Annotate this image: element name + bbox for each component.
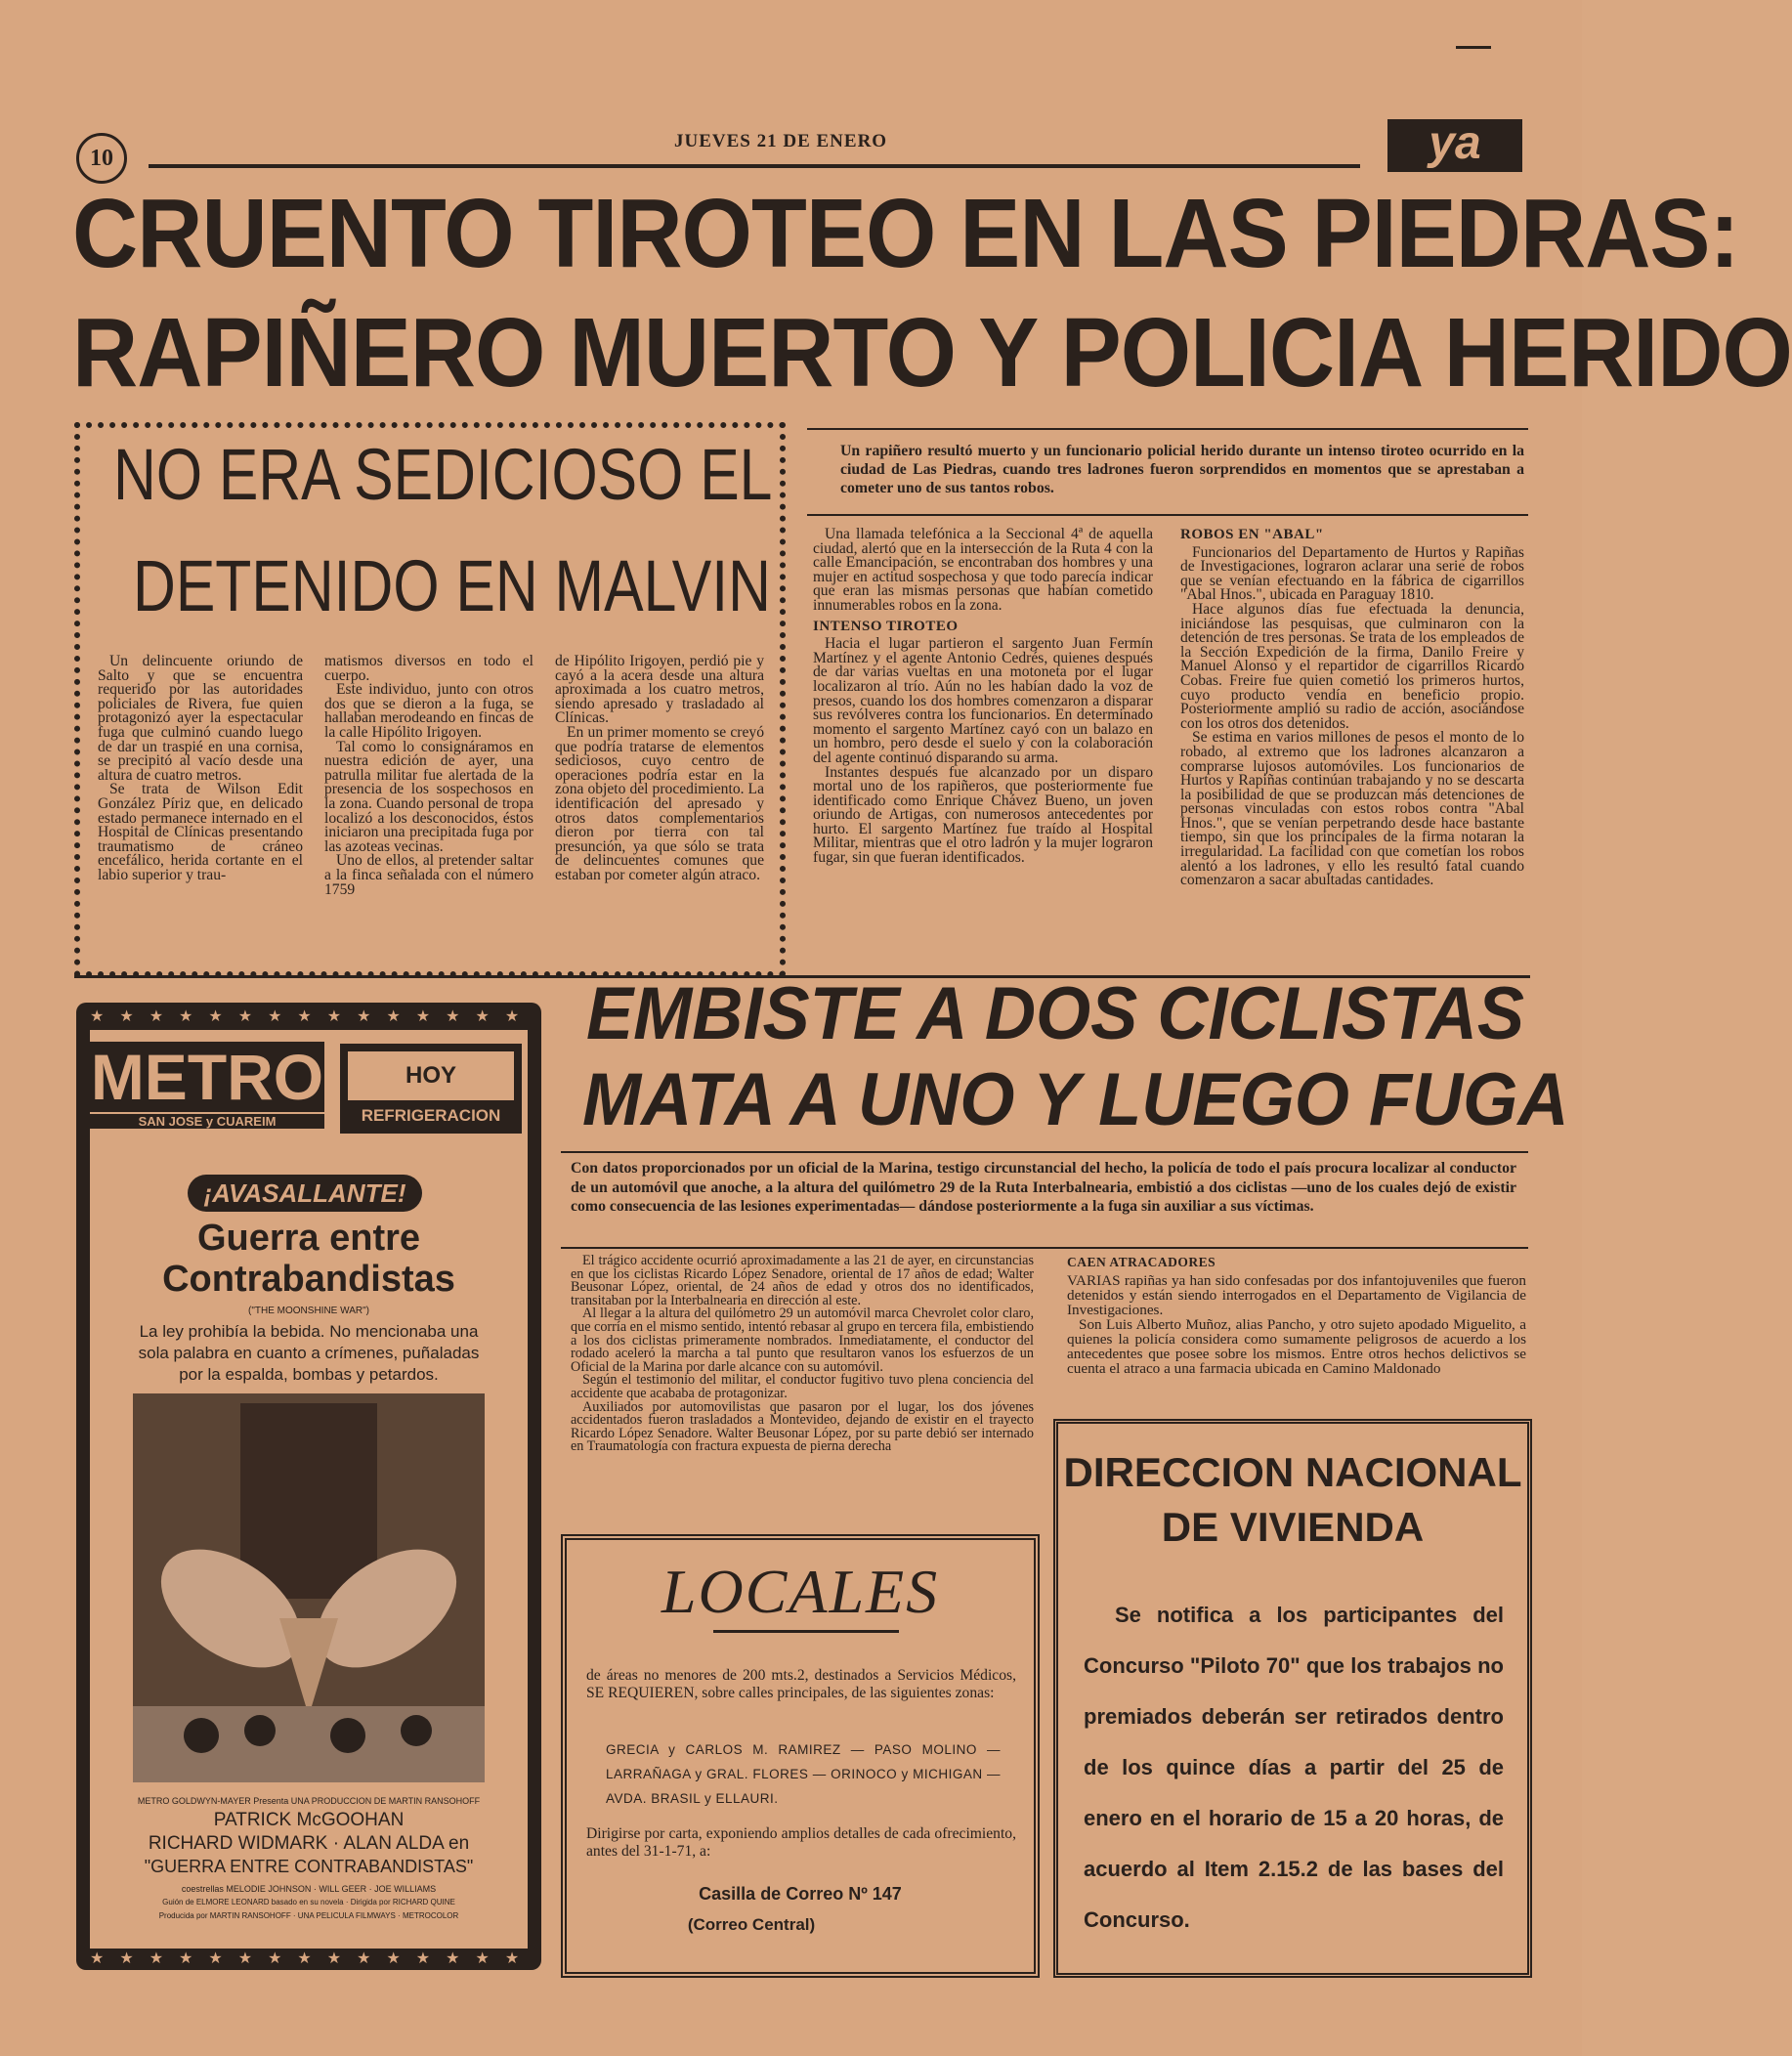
metro-logo: METRO <box>90 1041 324 1113</box>
page-number: 10 <box>90 146 113 171</box>
header-rule <box>149 164 1360 168</box>
lead-subhead-1: INTENSO TIROTEO <box>813 618 959 634</box>
lead-col2-p2: Hace algunos días fue efectuada la denuncia, iniciándose las pesquisas, que culminaron con la detención de tres personas. Se trata de los empleados de la Sección Expedición de la firma, Danilo Freire y Manuel Alonso y el repartidor de cigarrillos Ricardo Cobas. Freire fue quien cometió los primeros hurtos, cuyo producto vendía en beneficio propio. Posteriormente amplió su radio de acción, asociándose con los otros dos detenidos. <box>1180 600 1524 732</box>
cyclist-p3: Según el testimonio del militar, el conductor fugitivo tuvo plena conciencia del accidente que acababa de protagonizar. <box>571 1372 1034 1401</box>
metro-title-1: Guerra entre <box>196 1218 421 1259</box>
cyclist-intro: Con datos proporcionados por un oficial de la Marina, testigo circunstancial del hecho, la policía de todo el país procura localizar al conductor de un automóvil que anoche, a la altura del quilómetro 29 de la Ruta Interbalnearia, embistió a dos ciclistas —uno de los cuales dejó de existir como consecuencia de las lesiones experimentadas— dándose posteriormente a la fuga sin auxiliar a sus víctimas. <box>571 1160 1516 1215</box>
cyclist-p2: Al llegar a la altura del quilómetro 29 un automóvil marca Chevrolet color claro, que corría en el mismo sentido, intentó rebasar al grupo en tercera fila, embistiendo a los dos ciclistas primeramente nombrados. Inmediatamente, el conductor del rodado aceleró la marcha a tal punto que resultaron vanos los esfuerzos de un Oficial de la Marina por darle alcance con su automóvil. <box>571 1306 1034 1375</box>
metro-credit-small: METRO GOLDWYN-MAYER Presenta UNA PRODUCCION DE MARTIN RANSOHOFF <box>137 1796 481 1806</box>
poster-art-icon <box>133 1393 485 1782</box>
metro-cast-1: PATRICK McGOOHAN <box>213 1810 405 1830</box>
sedicioso-col1-p2: Se trata de Wilson Edit González Píriz que, en delicado estado permanece internado en el Hospital de Clínicas presentando traumatismo de cráneo encefálico, herida cortante en el labio superior y trau- <box>98 781 303 883</box>
cyclist-p1: El trágico accidente ocurrió aproximadamente a las 21 de ayer, en circunstancias en que los ciclistas Ricardo López Senadore, oriental de 17 años de edad; Walter Beusonar López, oriental, de 24 años de edad y otros dos no identificados, transitaban por la Interbalnearia en dirección al este. <box>571 1253 1034 1308</box>
metro-address: SAN JOSE y CUAREIM <box>90 1114 324 1129</box>
sedicioso-col-3 <box>555 655 764 883</box>
cyclist-p4: Auxiliados por automovilistas que pasaron por el lugar, los dos jóvenes accidentados fueron trasladados a Montevideo, dejando de existir en el trayecto Ricardo López Senadore. Walter Beusonar López, por su parte debió ser internado en Traumatología con fractura expuesta de pierna derecha <box>571 1398 1034 1455</box>
lead-top-rule <box>807 428 1528 430</box>
lead-col-1 <box>813 528 1153 866</box>
corner-mark <box>1456 46 1491 49</box>
lead-col1-p2: Hacia el lugar partieron el sargento Juan Fermín Martínez y el agente Antonio Cedrés, quienes después de dar varias vueltas en una motoneta por el lugar localizaron al trío. Aún no les habían dado la voz de presos, cuando los dos hombres comenzaron a disparar sus revólveres contra los funcionarios. En determinado momento el sargento Martínez cayó con un balazo en un hombro, pero desde el suelo y con la colaboración del agente continuó disparando su arma. <box>813 635 1153 766</box>
metro-refrigeracion: REFRIGERACION <box>361 1106 501 1125</box>
locales-p1: de áreas no menores de 200 mts.2, destinados a Servicios Médicos, SE REQUIEREN, sobre calles principales, de las siguientes zonas: <box>586 1667 1016 1701</box>
locales-title-rule <box>713 1630 899 1633</box>
sedicioso-title-1: NO ERA SEDICIOSO EL <box>113 434 773 515</box>
caen-story <box>1067 1255 1526 1376</box>
cyclist-headline-2: MATA A UNO Y LUEGO FUGA <box>582 1058 1569 1141</box>
metro-ad <box>76 1003 541 1970</box>
sedicioso-col2-p3: Tal como lo consignáramos en nuestra edición de ayer, una patrulla militar fue alertada de la presencia de los sospechosos en la zona. Cuando personal de tropa localizó a los desconocidos, éstos iniciaron una precipitada fuga por las azoteas vecinas. <box>324 738 533 855</box>
metro-cast-3: "GUERRA ENTRE CONTRABANDISTAS" <box>144 1857 474 1876</box>
lead-col2-p3: Se estima en varios millones de pesos el monto de lo robado, al extremo que los ladrones alcanzaron a comprarse lujosos automóviles. Los funcionarios de Hurtos y Rapiñas continúan trabajando y no se descarta la posibilidad de que se produzcan más detenciones de personas vinculadas con estos robos contra "Abal Hnos.", que se venían perpetrando desde hace bastante tiempo, sin que los principales de la firma notaran la irregularidad. La facilidad con que cometían los robos alentó a los ladrones, y ello les resultó fatal cuando comenzaron a sacar abultadas cantidades. <box>1180 729 1524 889</box>
metro-hoy-panel <box>348 1051 514 1100</box>
metro-credits-b: Guión de ELMORE LEONARD basado en su novela · Dirigida por RICHARD QUINE <box>162 1898 455 1906</box>
caen-p1: VARIAS rapiñas ya han sido confesadas por dos infantojuveniles que fueron detenidos y están siendo interrogados en el Departamento de Vigilancia de Investigaciones. <box>1067 1272 1526 1318</box>
metro-ad-inner <box>90 1030 528 1949</box>
metro-ad-stars-bottom: ★★★★★★★★★★★★★★★ <box>90 1950 535 1967</box>
locales-address: Casilla de Correo Nº 147 <box>699 1884 902 1904</box>
lead-intro-rule <box>807 514 1528 516</box>
lead-col-2 <box>1180 528 1524 888</box>
vivienda-ad <box>1053 1419 1532 1978</box>
metro-ad-stars-top: ★★★★★★★★★★★★★★★ <box>90 1008 535 1025</box>
lead-col1-p3: Instantes después fue alcanzado por un disparo mortal uno de los rapiñeros, que posteriormente fue identificado como Enrique Chávez Bueno, un joven oriundo de Artigas, con numerosos antecedentes por hurto. El sargento Martínez fue traído al Hospital Militar, mientras que el otro ladrón y la mujer lograron fugar, sin que fueran identificados. <box>813 763 1153 867</box>
cyclist-body <box>571 1255 1034 1454</box>
locales-title: LOCALES <box>661 1557 940 1626</box>
page-number-badge <box>76 133 127 184</box>
metro-title-2: Contrabandistas <box>162 1259 455 1300</box>
metro-credits-c: Producida por MARTIN RANSOHOFF · UNA PELICULA FILMWAYS · METROCOLOR <box>158 1911 459 1920</box>
lead-col2-p1: Funcionarios del Departamento de Hurtos y Rapiñas de Investigaciones, lograron aclarar una serie de robos que se venían efectuando en la fábrica de cigarrillos "Abal Hnos.", ubicada en Paraguay 1810. <box>1180 543 1524 604</box>
locales-address-2: (Correo Central) <box>687 1915 816 1934</box>
caen-title: CAEN ATRACADORES <box>1067 1255 1216 1269</box>
metro-blurb: La ley prohibía la bebida. No mencionaba una sola palabra en cuanto a crímenes, puñaladas por la espalda, bombas y petardos. <box>138 1322 480 1384</box>
sedicioso-col-1 <box>98 655 303 883</box>
metro-tagline: ¡AVASALLANTE! <box>188 1175 422 1212</box>
sedicioso-col3-p2: En un primer momento se creyó que podría tratarse de elementos sediciosos, cuyo centro de operaciones podría estar en la zona objeto del procedimiento. La identificación del apresado y otros datos complementarios dieron por tierra con tal presunción, ya que sólo se trata de delincuentes comunes que estaban por cometer algún atraco. <box>555 723 764 883</box>
locales-ad <box>561 1534 1040 1978</box>
metro-hoy-box <box>340 1044 522 1134</box>
lead-subhead-2: ROBOS EN "ABAL" <box>1180 527 1324 542</box>
vivienda-text: Se notifica a los participantes del Concurso "Piloto 70" que los trabajos no premiados deberán ser retirados dentro de los quince días a partir del 25 de enero en el horario de 15 a 20 horas, de acuerdo al Item 2.15.2 de las bases del Concurso. <box>1084 1603 1504 1932</box>
vivienda-title-1: DIRECCION NACIONAL <box>1063 1449 1522 1495</box>
sedicioso-col2-p2: Este individuo, junto con otros dos que se dieron a la fuga, se hallaban merodeando en fincas de la calle Hipólito Irigoyen. <box>324 681 533 741</box>
metro-credits-a: coestrellas MELODIE JOHNSON · WILL GEER · JOE WILLIAMS <box>181 1884 437 1894</box>
metro-original-title: ("THE MOONSHINE WAR") <box>248 1306 369 1316</box>
sedicioso-col1-p1: Un delincuente oriundo de Salto y que se encuentra requerido por las autoridades policiales de Rivera, fue quien protagonizó ayer la espectacular fuga que culminó cuando luego de dar un traspié en una cornisa, se precipitó al vacío desde una altura de cuatro metros. <box>98 653 303 784</box>
cyclist-intro-rule-top <box>561 1151 1528 1153</box>
main-headline-line1: CRUENTO TIROTEO EN LAS PIEDRAS: <box>72 179 1739 288</box>
metro-poster-illustration <box>133 1393 485 1782</box>
metro-hoy: HOY <box>405 1062 456 1089</box>
cyclist-intro-rule-bottom <box>561 1247 1528 1249</box>
metro-cast-2: RICHARD WIDMARK · ALAN ALDA en <box>148 1833 470 1854</box>
vivienda-title-2: DE VIVIENDA <box>1161 1504 1425 1550</box>
lead-col1-p1: Una llamada telefónica a la Seccional 4ª de aquella ciudad, alertó que en la intersección de la Ruta 4 con la calle Emancipación, se encontraban dos hombres y una mujer en actitud sospechosa y que todo parecía indicar que eran las mismas personas que habían cometido innumerables robos en la zona. <box>813 526 1153 614</box>
sedicioso-col-2 <box>324 655 533 897</box>
main-headline-line2: RAPIÑERO MUERTO Y POLICIA HERIDO <box>72 298 1792 407</box>
sedicioso-col3-p1: de Hipólito Irigoyen, perdió pie y cayó a la acera desde una altura aproximada a los cuatro metros, siendo apresado y trasladado al Clínicas. <box>555 653 764 727</box>
sedicioso-col2-p4: Uno de ellos, al pretender saltar a la finca señalada con el número 1759 <box>324 852 533 898</box>
date-line: JUEVES 21 DE ENERO <box>674 131 888 151</box>
locales-p2: Dirigirse por carta, exponiendo amplios detalles de cada ofrecimiento, antes del 31-1-71, a: <box>586 1825 1016 1860</box>
sedicioso-col2-p1: matismos diversos en todo el cuerpo. <box>324 653 533 684</box>
caen-p2: Son Luis Alberto Muñoz, alias Pancho, y otro sujeto apodado Miguelito, a quienes la policía considera como sumamente peligrosos de acuerdo a los antecedentes que posee sobre los mismos. Entre otros hechos delictivos se cuenta el atraco a una farmacia ubicada en Camino Maldonado <box>1067 1316 1526 1377</box>
masthead-text: ya <box>1429 117 1481 169</box>
lead-intro: Un rapiñero resultó muerto y un funcionario policial herido durante un intenso tiroteo ocurrido en la ciudad de Las Piedras, cuando tres ladrones fueron sorprendidos en momentos que se aprestaban a cometer uno de sus tantos robos. <box>840 443 1524 496</box>
cyclist-headline-1: EMBISTE A DOS CICLISTAS <box>586 972 1525 1055</box>
masthead-logo <box>1387 119 1522 172</box>
locales-zones: GRECIA y CARLOS M. RAMIREZ — PASO MOLINO — LARRAÑAGA y GRAL. FLORES — ORINOCO y MICHIGAN — AVDA. BRASIL y ELLAURI. <box>606 1742 1001 1806</box>
sedicioso-title-2: DETENIDO EN MALVIN <box>133 545 771 626</box>
